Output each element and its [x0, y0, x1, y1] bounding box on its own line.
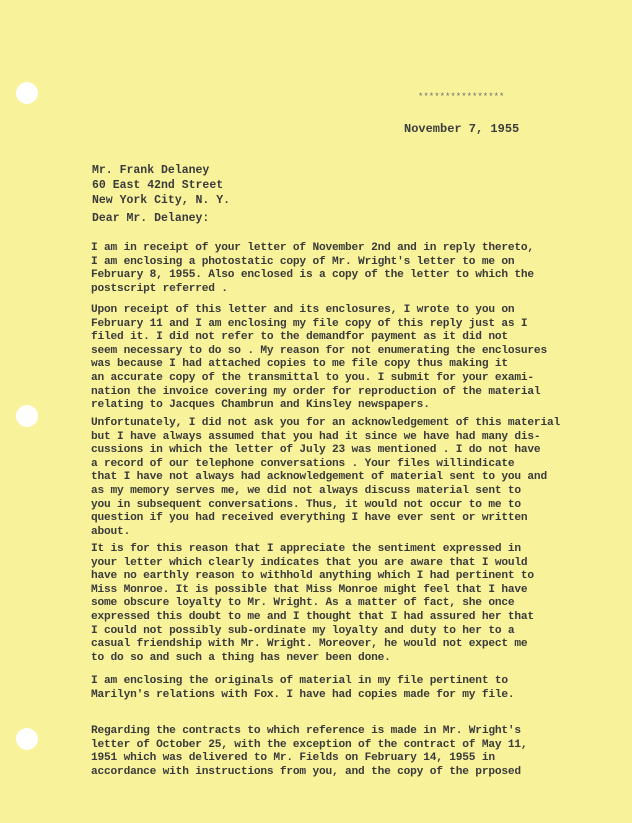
text-line: I could not possibly sub-ordinate my loyalty and duty to her to a	[91, 624, 515, 637]
paragraph-3	[91, 417, 560, 539]
text-line: I am enclosing the originals of material in my file pertinent to	[91, 675, 508, 687]
punch-hole-middle	[16, 405, 38, 427]
paragraph-2	[91, 304, 547, 413]
recipient-address	[92, 163, 230, 208]
text-line: I am enclosing a photostatic copy of Mr. Wright's letter to me on	[91, 255, 515, 268]
text-line: relating to Jacques Chambrun and Kinsley newspapers.	[91, 399, 430, 412]
text-line: filed it. I did not refer to the demandfor payment as it did not	[91, 331, 508, 344]
punch-hole-bottom	[16, 728, 38, 750]
text-line: It is for this reason that I appreciate the sentiment expressed in	[91, 543, 521, 555]
recipient-name: Mr. Frank Delaney	[92, 164, 210, 177]
paragraph-4	[91, 543, 534, 665]
paragraph-5	[91, 675, 531, 702]
text-line: that I have not always had acknowledgement of material sent to you and	[91, 471, 547, 484]
text-line: question if you had received everything I have ever sent or written	[91, 512, 528, 525]
text-line: cussions in which the letter of July 23 was mentioned . I do not have	[91, 444, 541, 457]
text-line: your letter which clearly indicates that you are aware that I would	[91, 556, 528, 569]
text-line: February 11 and I am enclosing my file copy of this reply just as I	[91, 317, 528, 330]
text-line: was because I had attached copies to me file copy thus making it	[91, 358, 508, 371]
letter-date: November 7, 1955	[404, 122, 520, 136]
salutation: Dear Mr. Delaney:	[92, 212, 210, 225]
text-line: to do so and such a thing has never been done.	[91, 651, 391, 664]
text-line: letter of October 25, with the exception of the contract of May 11,	[91, 738, 528, 751]
text-line: Upon receipt of this letter and its enclosures, I wrote to you on	[91, 304, 515, 316]
header-stars: ****************	[418, 92, 505, 102]
recipient-street: 60 East 42nd Street	[92, 179, 224, 192]
text-line: Regarding the contracts to which reference is made in Mr. Wright's	[91, 725, 521, 737]
text-line: Unfortunately, I did not ask you for an acknowledgement of this material	[91, 417, 560, 429]
paragraph-1	[91, 242, 534, 296]
text-line: casual friendship with Mr. Wright. Moreover, he would not expect me	[91, 638, 528, 651]
text-line: accordance with instructions from you, and the copy of the prposed	[91, 765, 521, 778]
text-line: some obscure loyalty to Mr. Wright. As a matter of fact, she once	[91, 597, 515, 610]
text-line: 1951 which was delivered to Mr. Fields on February 14, 1955 in	[91, 752, 495, 765]
text-line: I am in receipt of your letter of November 2nd and in reply thereto,	[91, 242, 534, 254]
text-line: an accurate copy of the transmittal to you. I submit for your exami-	[91, 371, 534, 384]
text-line: you in subsequent conversations. Thus, it would not occur to me to	[91, 498, 521, 511]
text-line: February 8, 1955. Also enclosed is a copy of the letter to which the	[91, 269, 534, 282]
text-line: have no earthly reason to withhold anything which I had pertinent to	[91, 570, 534, 583]
text-line: seem necessary to do so . My reason for not enumerating the enclosures	[91, 344, 547, 357]
text-line: Miss Monroe. It is possible that Miss Monroe might feel that I have	[91, 583, 528, 596]
text-line: as my memory serves me, we did not always discuss material sent to	[91, 484, 521, 497]
paragraph-6	[91, 725, 531, 779]
text-line: expressed this doubt to me and I thought that I had assured her that	[91, 610, 534, 623]
text-line: postscript referred .	[91, 282, 228, 295]
punch-hole-top	[16, 82, 38, 104]
text-line: but I have always assumed that you had it since we have had many dis-	[91, 430, 541, 443]
text-line: about.	[91, 525, 131, 538]
text-line: a record of our telephone conversations . Your files willindicate	[91, 457, 515, 470]
recipient-city: New York City, N. Y.	[92, 194, 231, 207]
text-line: nation the invoice covering my order for reproduction of the material	[91, 385, 541, 398]
text-line: Marilyn's relations with Fox. I have had copies made for my file.	[91, 688, 515, 701]
